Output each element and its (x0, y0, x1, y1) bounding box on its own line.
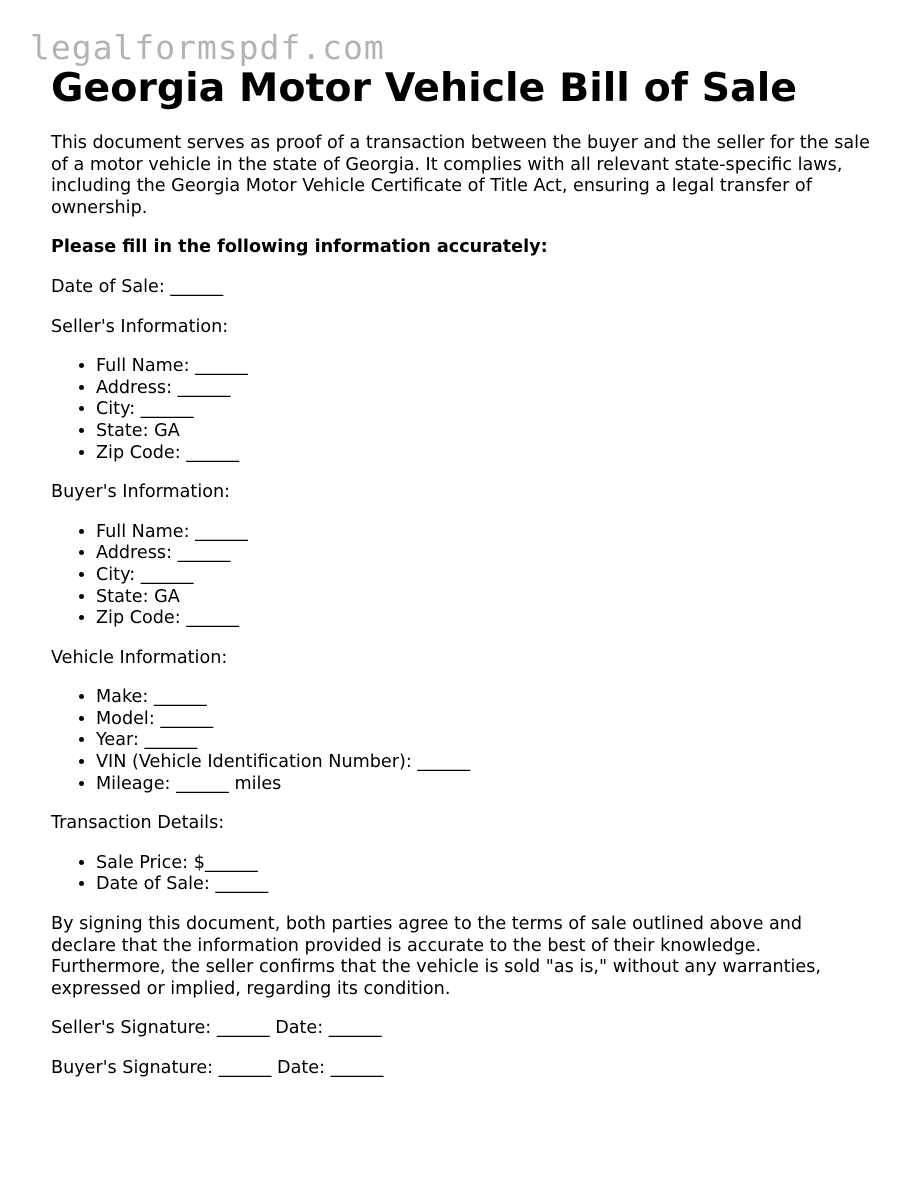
seller-full-name-field: • Full Name: ______ (96, 356, 871, 378)
watermark: legalformspdf.com (30, 28, 385, 67)
vehicle-model-field: • Model: ______ (96, 709, 871, 731)
vehicle-info-list (51, 687, 871, 795)
agreement-paragraph: By signing this document, both parties agree to the terms of sale outlined above and declare that the information provided is accurate to the best of their knowledge. Furthermore, the seller confirms that the vehicle is sold "as is," without any warranties, expressed or implied, regarding its condition. (51, 914, 822, 999)
transaction-date-field: • Date of Sale: ______ (96, 874, 871, 896)
vehicle-section-heading: Vehicle Information: (51, 647, 228, 668)
vehicle-year-field: • Year: ______ (96, 730, 871, 752)
page-title: Georgia Motor Vehicle Bill of Sale (51, 65, 798, 111)
sale-price-field: • Sale Price: $______ (96, 853, 871, 875)
buyer-signature-line: Buyer's Signature: ______ Date: ______ (51, 1058, 384, 1078)
instruction-text: Please fill in the following information accurately: (51, 237, 548, 258)
date-of-sale-field: Date of Sale: ______ (51, 276, 224, 297)
seller-section-heading: Seller's Information: (51, 316, 229, 337)
document-body (51, 64, 871, 1080)
seller-zip-field: • Zip Code: ______ (96, 443, 871, 465)
buyer-zip-field: • Zip Code: ______ (96, 608, 871, 630)
seller-address-field: • Address: ______ (96, 378, 871, 400)
vehicle-mileage-field: • Mileage: ______ miles (96, 774, 871, 796)
seller-signature-line: Seller's Signature: ______ Date: ______ (51, 1018, 382, 1039)
buyer-state-field: • State: GA (96, 587, 871, 609)
buyer-section-heading: Buyer's Information: (51, 482, 231, 503)
buyer-info-list (51, 522, 871, 630)
transaction-details-list (51, 853, 871, 896)
vehicle-vin-field: • VIN (Vehicle Identification Number): ______ (96, 752, 871, 774)
intro-paragraph: This document serves as proof of a transaction between the buyer and the seller for the sale of a motor vehicle in the state of Georgia. It complies with all relevant state-specific laws, including the Georgia Motor Vehicle Certificate of Title Act, ensuring a legal transfer of ownership. (51, 133, 870, 218)
seller-city-field: • City: ______ (96, 399, 871, 421)
buyer-full-name-field: • Full Name: ______ (96, 522, 871, 544)
buyer-address-field: • Address: ______ (96, 543, 871, 565)
vehicle-make-field: • Make: ______ (96, 687, 871, 709)
seller-state-field: • State: GA (96, 421, 871, 443)
transaction-section-heading: Transaction Details: (51, 813, 225, 834)
buyer-city-field: • City: ______ (96, 565, 871, 587)
seller-info-list (51, 356, 871, 464)
